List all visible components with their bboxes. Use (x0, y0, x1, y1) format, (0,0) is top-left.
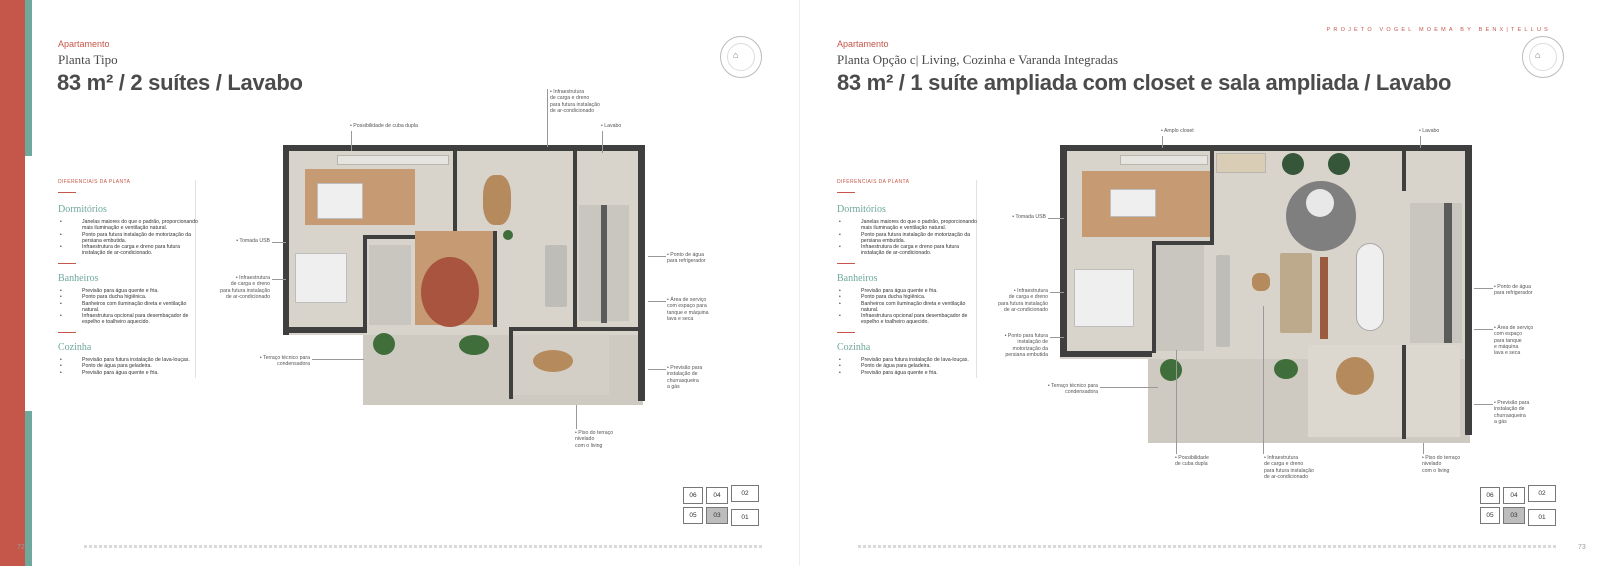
section-heading: Dormitórios (58, 204, 107, 215)
list-item: • Ponto para ducha higiênica. (861, 294, 977, 300)
list-item: • Previsão para futura instalação de lava-louças. (82, 357, 198, 363)
left-callout-tomada: • Tomada USB (236, 238, 270, 244)
key-cell: 06 (1480, 487, 1500, 504)
right-callout-infra-left: • Infraestrutura de carga e dreno para futura instalação de ar-condicionado (998, 288, 1048, 313)
right-seal-logo: ⌂ (1522, 36, 1564, 78)
section-heading: Cozinha (837, 342, 871, 353)
right-callout-area-servico: • Área de serviço com espaço para tanque e máquina lava e seca (1494, 325, 1534, 357)
brand-line: PROJETO VOGEL MOEMA BY BENX|TELLUS (1326, 27, 1551, 33)
left-callout-ponto-agua: • Ponto de água para refrigerador (667, 252, 706, 265)
left-callout-terraco-tecnico: • Terraço técnico para condensadora (259, 355, 310, 368)
right-callout-piso: • Piso do terraço nivelado com o living (1422, 455, 1461, 474)
section-heading: Banheiros (58, 273, 99, 284)
right-section-cozinha (837, 342, 977, 376)
list-item: • Ponto para futura instalação de motorização da persiana embutida. (861, 232, 977, 245)
left-diff-rule (58, 192, 76, 193)
left-floor-plan (283, 145, 645, 407)
right-subtitle: Planta Opção c| Living, Cozinha e Varanda Integradas (837, 52, 1119, 67)
list-item: • Infraestrutura de carga e dreno para futura instalação de ar-condicionado. (82, 244, 198, 257)
right-callout-cuba: • Possibilidade de cuba dupla (1175, 455, 1209, 468)
list-item: • Ponto de água para geladeira. (861, 363, 977, 369)
left-seal-logo: ⌂ (720, 36, 762, 78)
right-title: 83 m² / 1 suíte ampliada com closet e sala ampliada / Lavabo (837, 70, 1452, 95)
left-callout-infra-top: • Infraestrutura de carga e dreno para futura instalação de ar-condicionado (550, 89, 600, 114)
right-callout-infra-bottom: • Infraestrutura de carga e dreno para futura instalação de ar-condicionado (1264, 455, 1314, 480)
key-cell: 06 (683, 487, 703, 504)
key-cell: 02 (1528, 485, 1556, 502)
key-cell-highlighted: 03 (1503, 507, 1525, 524)
list-item: • Previsão para futura instalação de lava-louças. (861, 357, 977, 363)
section-heading: Cozinha (58, 342, 92, 353)
right-callout-persiana: • Ponto para futura instalação de motorização da persiana embutida (1004, 333, 1048, 358)
left-section-dormitorios (58, 204, 198, 264)
section-heading: Banheiros (837, 273, 878, 284)
left-callout-piso: • Piso do terraço nivelado com o living (575, 430, 614, 449)
right-page-number: 73 (1578, 544, 1586, 551)
right-callout-ponto-agua: • Ponto de água para refrigerador (1494, 284, 1533, 297)
right-diff-rule (837, 192, 855, 193)
right-callout-terraco-tecnico: • Terraço técnico para condensadora (1047, 383, 1098, 396)
left-diff-label: DIFERENCIAIS DA PLANTA (58, 179, 131, 185)
right-footer-legal-note (858, 545, 1558, 548)
left-subtitle: Planta Tipo (58, 52, 118, 67)
section-heading: Dormitórios (837, 204, 886, 215)
left-title: 83 m² / 2 suítes / Lavabo (57, 70, 303, 95)
right-key-plan (1480, 485, 1556, 527)
left-edge-band (0, 0, 25, 566)
list-item: • Previsão para água quente e fria. (82, 370, 198, 376)
key-cell: 05 (1480, 507, 1500, 524)
right-callout-churrasqueira: • Previsão para instalação de churrasqueira a gás (1494, 400, 1530, 425)
left-section-banheiros (58, 273, 198, 333)
left-eyebrow: Apartamento (58, 39, 110, 49)
key-cell: 01 (1528, 509, 1556, 526)
list-item: • Janelas maiores do que o padrão, proporcionando mais iluminação e ventilação natural. (82, 219, 198, 232)
list-item: • Infraestrutura opcional para desembaçador de espelho e toalheiro aquecido. (82, 313, 198, 326)
key-cell: 05 (683, 507, 703, 524)
right-callout-lavabo: • Lavabo (1419, 128, 1440, 134)
left-key-plan (683, 485, 759, 527)
right-section-banheiros (837, 273, 977, 333)
right-eyebrow: Apartamento (837, 39, 889, 49)
right-callout-tomada: • Tomada USB (1012, 214, 1046, 220)
left-footer-legal-note (84, 545, 764, 548)
left-edge-accent-bottom (25, 411, 32, 566)
list-item: • Ponto para ducha higiênica. (82, 294, 198, 300)
list-item: • Previsão para água quente e fria. (861, 370, 977, 376)
list-item: • Ponto de água para geladeira. (82, 363, 198, 369)
left-callout-cuba: • Possibilidade de cuba dupla (350, 123, 418, 129)
list-item: • Banheiros com iluminação direta e ventilação natural. (861, 301, 977, 314)
list-item: • Ponto para futura instalação de motorização da persiana embutida. (82, 232, 198, 245)
list-item: • Previsão para água quente e fria. (82, 288, 198, 294)
left-callout-lavabo: • Lavabo (601, 123, 622, 129)
left-callout-infra-left: • Infraestrutura de carga e dreno para futura instalação de ar-condicionado (220, 275, 270, 300)
key-cell-highlighted: 03 (706, 507, 728, 524)
left-edge-accent-top (25, 0, 32, 156)
list-item: • Previsão para água quente e fria. (861, 288, 977, 294)
right-callout-closet: • Amplo closet (1161, 128, 1194, 134)
key-cell: 04 (706, 487, 728, 504)
key-cell: 04 (1503, 487, 1525, 504)
key-cell: 02 (731, 485, 759, 502)
right-section-dormitorios (837, 204, 977, 264)
left-callout-area-servico: • Área de serviço com espaço para tanque e máquina lava e seca (667, 297, 709, 322)
left-section-cozinha (58, 342, 198, 376)
list-item: • Infraestrutura opcional para desembaçador de espelho e toalheiro aquecido. (861, 313, 977, 326)
page-spine (799, 0, 800, 566)
list-item: • Infraestrutura de carga e dreno para futura instalação de ar-condicionado. (861, 244, 977, 257)
right-diff-label: DIFERENCIAIS DA PLANTA (837, 179, 910, 185)
left-callout-churrasqueira: • Previsão para instalação de churrasqueira a gás (667, 365, 703, 390)
list-item: • Banheiros com iluminação direta e ventilação natural. (82, 301, 198, 314)
left-page-number: 72 (17, 544, 25, 551)
key-cell: 01 (731, 509, 759, 526)
right-floor-plan (1060, 145, 1472, 445)
list-item: • Janelas maiores do que o padrão, proporcionando mais iluminação e ventilação natural. (861, 219, 977, 232)
